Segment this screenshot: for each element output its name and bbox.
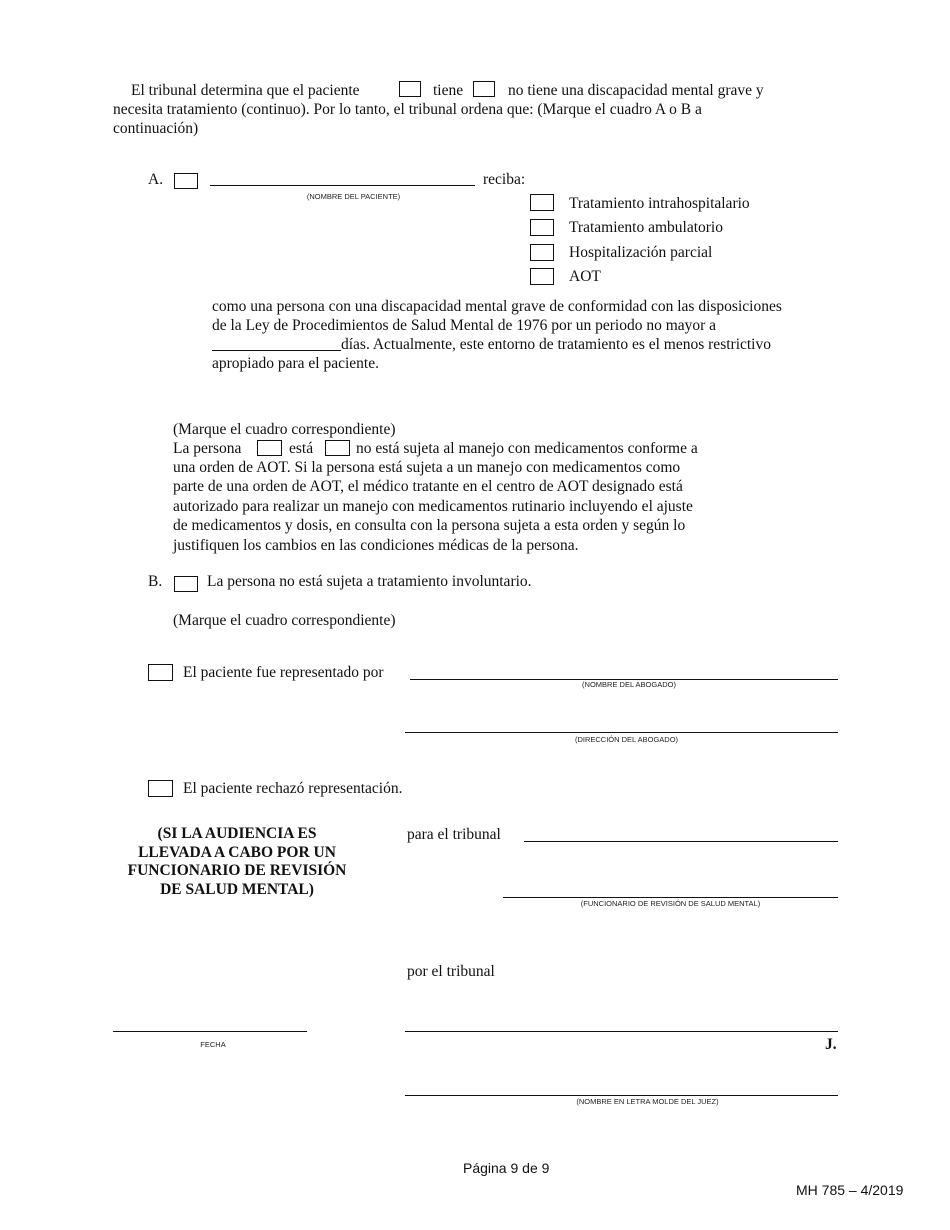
por-el-tribunal-label: por el tribunal bbox=[407, 963, 495, 980]
medication-line-6: justifiquen los cambios en las condiciones médicas de la persona. bbox=[173, 537, 579, 554]
attorney-address-caption: (DIRECCIÓN DEL ABOGADO) bbox=[574, 735, 679, 744]
section-a-checkbox[interactable] bbox=[174, 173, 198, 189]
no-tiene-checkbox[interactable] bbox=[473, 81, 495, 97]
intro-line-2: necesita tratamiento (continuo). Por lo tanto, el tribunal ordena que: (Marque el cuadro A o B a bbox=[113, 101, 702, 118]
hearing-note-line-4: DE SALUD MENTAL) bbox=[160, 880, 314, 898]
medication-line-3: parte de una orden de AOT, el médico tratante en el centro de AOT designado está bbox=[173, 478, 683, 495]
hearing-note bbox=[113, 825, 361, 899]
no-tiene-label: no tiene una discapacidad mental grave y bbox=[508, 82, 764, 99]
days-field[interactable] bbox=[212, 350, 341, 351]
medication-line-2: una orden de AOT. Si la persona está sujeta a un manejo con medicamentos como bbox=[173, 459, 681, 476]
no-esta-label: no está sujeta al manejo con medicamentos conforme a bbox=[356, 440, 698, 457]
represented-checkbox[interactable] bbox=[148, 664, 173, 681]
patient-name-caption: (NOMBRE DEL PACIENTE) bbox=[306, 192, 401, 201]
fecha-caption: FECHA bbox=[200, 1040, 226, 1049]
section-b-checkbox[interactable] bbox=[174, 576, 198, 592]
section-b-instruction: (Marque el cuadro correspondiente) bbox=[173, 612, 396, 629]
patient-name-field[interactable] bbox=[210, 185, 475, 186]
judge-signature-field[interactable] bbox=[405, 1031, 838, 1032]
section-a-para-line-2: de la Ley de Procedimientos de Salud Mental de 1976 por un periodo no mayor a bbox=[212, 317, 717, 334]
hearing-note-line-1: (SI LA AUDIENCIA ES bbox=[157, 825, 317, 842]
option-aot-checkbox[interactable] bbox=[530, 268, 554, 285]
no-esta-checkbox[interactable] bbox=[325, 440, 350, 456]
page-number: Página 9 de 9 bbox=[463, 1160, 550, 1176]
fecha-field[interactable] bbox=[113, 1031, 307, 1032]
tiene-checkbox[interactable] bbox=[399, 81, 421, 97]
option-partial-label: Hospitalización parcial bbox=[569, 244, 713, 261]
intro-prefix: El tribunal determina que el paciente bbox=[131, 82, 360, 99]
section-a-label: A. bbox=[148, 171, 164, 188]
section-a-para-line-4: apropiado para el paciente. bbox=[212, 355, 379, 372]
form-id: MH 785 – 4/2019 bbox=[796, 1182, 904, 1198]
attorney-name-caption: (NOMBRE DEL ABOGADO) bbox=[582, 680, 676, 689]
option-inpatient-label: Tratamiento intrahospitalario bbox=[569, 195, 750, 212]
option-inpatient-checkbox[interactable] bbox=[530, 194, 554, 211]
esta-checkbox[interactable] bbox=[257, 440, 282, 456]
medication-instruction: (Marque el cuadro correspondiente) bbox=[173, 421, 396, 438]
hearing-note-line-2: LLEVADA A CABO POR UN bbox=[138, 843, 336, 861]
reciba-label: reciba: bbox=[483, 171, 526, 188]
section-b-label: B. bbox=[148, 573, 163, 590]
represented-label: El paciente fue representado por bbox=[183, 664, 384, 681]
judge-caption: (NOMBRE EN LETRA MOLDE DEL JUEZ) bbox=[576, 1097, 719, 1106]
attorney-address-field[interactable] bbox=[405, 732, 838, 733]
section-b-text: La persona no está sujeta a tratamiento involuntario. bbox=[207, 573, 532, 590]
judge-name-field[interactable] bbox=[405, 1095, 838, 1096]
officer-signature-field[interactable] bbox=[503, 897, 838, 898]
option-outpatient-checkbox[interactable] bbox=[530, 219, 554, 236]
para-el-tribunal-label: para el tribunal bbox=[407, 826, 501, 843]
tiene-label: tiene bbox=[433, 82, 464, 99]
intro-line-3: continuación) bbox=[113, 120, 199, 137]
medication-la-persona: La persona bbox=[173, 440, 242, 457]
refused-label: El paciente rechazó representación. bbox=[183, 780, 403, 797]
esta-label: está bbox=[289, 440, 314, 457]
officer-caption: (FUNCIONARIO DE REVISIÓN DE SALUD MENTAL) bbox=[580, 899, 761, 908]
option-partial-checkbox[interactable] bbox=[530, 244, 554, 261]
section-a-para-line-3: días. Actualmente, este entorno de tratamiento es el menos restrictivo bbox=[341, 336, 771, 353]
tribunal-signature-line[interactable] bbox=[524, 841, 838, 842]
medication-line-5: de medicamentos y dosis, en consulta con la persona sujeta a esta orden y según lo bbox=[173, 517, 686, 534]
medication-line-4: autorizado para realizar un manejo con medicamentos rutinario incluyendo el ajuste bbox=[173, 498, 693, 515]
option-aot-label: AOT bbox=[569, 268, 601, 285]
option-outpatient-label: Tratamiento ambulatorio bbox=[569, 219, 723, 236]
hearing-note-line-3: FUNCIONARIO DE REVISIÓN bbox=[127, 862, 347, 879]
refused-checkbox[interactable] bbox=[148, 780, 173, 797]
j-label: J. bbox=[825, 1036, 837, 1053]
section-a-para-line-1: como una persona con una discapacidad mental grave de conformidad con las disposiciones bbox=[212, 298, 782, 315]
